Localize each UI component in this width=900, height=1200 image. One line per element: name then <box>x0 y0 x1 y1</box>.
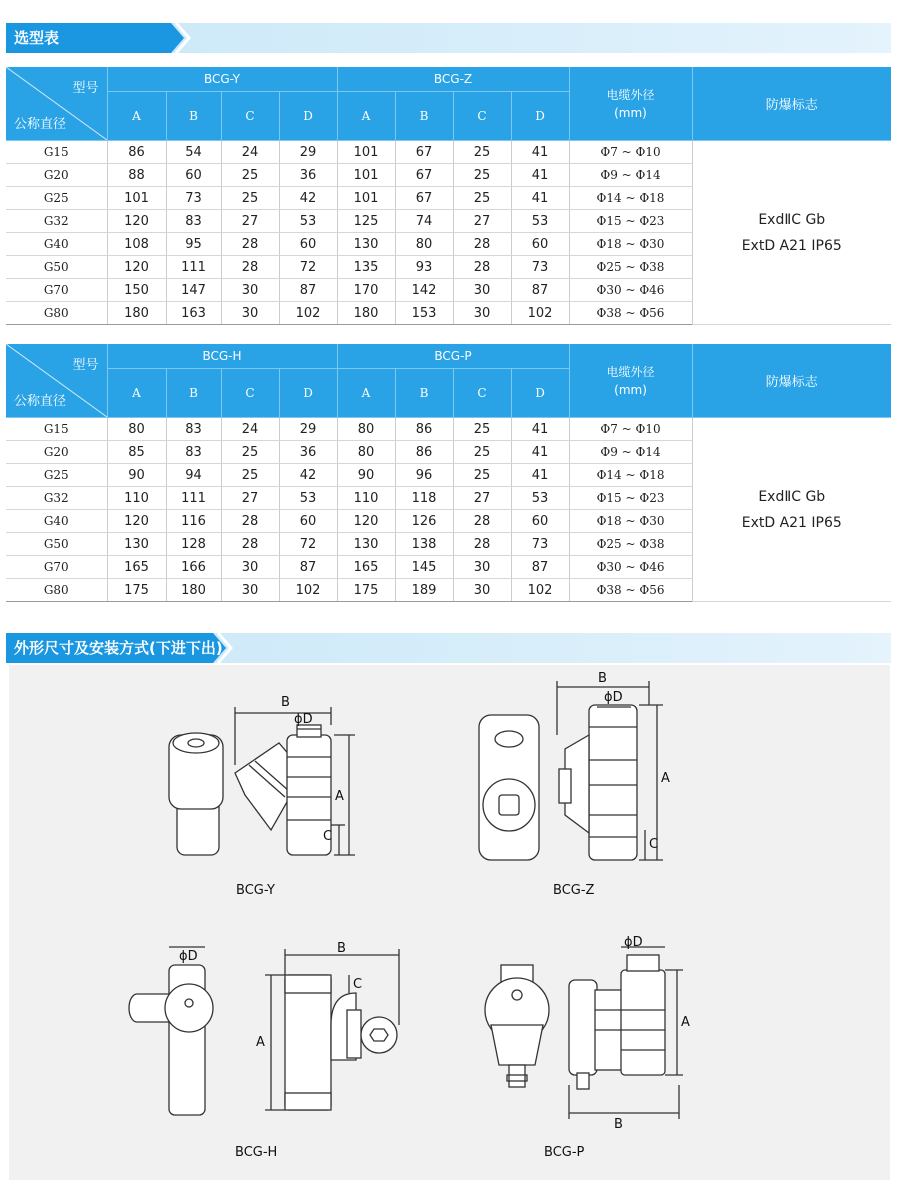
header-cable: 电缆外径 (mm) <box>569 344 692 418</box>
cell-value: 87 <box>511 556 569 579</box>
cell-value: 120 <box>107 510 166 533</box>
cell-value: 53 <box>279 210 337 233</box>
cell-value: 25 <box>453 141 511 164</box>
cell-diameter: G80 <box>6 302 107 325</box>
cell-value: 95 <box>166 233 221 256</box>
cell-value: 28 <box>453 533 511 556</box>
cell-diameter: G80 <box>6 579 107 602</box>
col-c: C <box>453 92 511 141</box>
cell-explosion-mark <box>692 418 891 602</box>
cell-value: 74 <box>395 210 453 233</box>
col-d: D <box>511 369 569 418</box>
drawing-bcg-z <box>479 681 663 860</box>
cell-value: 30 <box>453 279 511 302</box>
cell-value: 128 <box>166 533 221 556</box>
cell-value: 116 <box>166 510 221 533</box>
dim-label-c: C <box>323 829 333 844</box>
col-a: A <box>337 369 395 418</box>
cell-explosion-mark <box>692 141 891 325</box>
cell-value: 27 <box>221 487 279 510</box>
drawing-bcg-p <box>485 947 683 1119</box>
cell-value: 111 <box>166 256 221 279</box>
cell-value: 41 <box>511 164 569 187</box>
cell-value: 28 <box>453 510 511 533</box>
col-b: B <box>395 92 453 141</box>
cell-diameter: G15 <box>6 418 107 441</box>
cell-cable: Φ9 ~ Φ14 <box>569 164 692 187</box>
group-header-bcg-p: BCG-P <box>337 344 569 369</box>
header-diameter: 公称直径 <box>14 117 67 132</box>
selection-table-1 <box>6 67 891 325</box>
header-model: 型号 <box>72 358 99 373</box>
selection-table-2 <box>6 344 891 602</box>
cell-value: 41 <box>511 187 569 210</box>
cell-value: 83 <box>166 441 221 464</box>
cell-value: 87 <box>511 279 569 302</box>
cell-value: 93 <box>395 256 453 279</box>
cell-value: 41 <box>511 464 569 487</box>
cell-value: 87 <box>279 556 337 579</box>
cell-value: 86 <box>395 441 453 464</box>
cell-value: 83 <box>166 210 221 233</box>
dim-label-b: B <box>598 671 607 686</box>
dim-label-c: C <box>649 837 659 852</box>
cell-value: 30 <box>221 279 279 302</box>
cell-value: 120 <box>337 510 395 533</box>
cell-value: 101 <box>337 141 395 164</box>
col-a: A <box>107 369 166 418</box>
cell-value: 29 <box>279 141 337 164</box>
col-b: B <box>395 369 453 418</box>
cell-diameter: G70 <box>6 279 107 302</box>
col-a: A <box>107 92 166 141</box>
cell-value: 30 <box>453 579 511 602</box>
cell-value: 27 <box>453 210 511 233</box>
cell-value: 102 <box>279 302 337 325</box>
table-row <box>6 418 891 441</box>
cell-value: 138 <box>395 533 453 556</box>
cell-value: 60 <box>511 510 569 533</box>
dim-label-b: B <box>337 941 346 956</box>
col-d: D <box>511 92 569 141</box>
table-row <box>6 141 891 164</box>
cell-value: 90 <box>107 464 166 487</box>
cell-diameter: G25 <box>6 464 107 487</box>
drawing-bcg-h <box>129 947 399 1115</box>
cell-value: 72 <box>279 256 337 279</box>
cell-value: 170 <box>337 279 395 302</box>
cell-value: 53 <box>511 487 569 510</box>
cell-value: 83 <box>166 418 221 441</box>
cell-value: 53 <box>511 210 569 233</box>
cell-value: 72 <box>279 533 337 556</box>
cell-diameter: G32 <box>6 210 107 233</box>
cell-value: 189 <box>395 579 453 602</box>
cell-value: 130 <box>107 533 166 556</box>
mark-line-1: ExdⅡC Gb <box>758 211 826 228</box>
cell-value: 101 <box>107 187 166 210</box>
cell-value: 24 <box>221 418 279 441</box>
cell-value: 180 <box>337 302 395 325</box>
drawings-panel <box>9 665 890 1180</box>
cell-value: 28 <box>221 510 279 533</box>
mark-line-1: ExdⅡC Gb <box>758 488 826 505</box>
cell-value: 60 <box>279 510 337 533</box>
cell-value: 28 <box>453 233 511 256</box>
cell-value: 25 <box>453 464 511 487</box>
cell-value: 166 <box>166 556 221 579</box>
cell-diameter: G50 <box>6 256 107 279</box>
cell-value: 80 <box>337 441 395 464</box>
cell-value: 27 <box>453 487 511 510</box>
cell-value: 94 <box>166 464 221 487</box>
cell-value: 60 <box>166 164 221 187</box>
cell-value: 28 <box>221 256 279 279</box>
cell-value: 175 <box>337 579 395 602</box>
cell-cable: Φ18 ~ Φ30 <box>569 233 692 256</box>
cell-value: 101 <box>337 187 395 210</box>
cell-value: 30 <box>221 556 279 579</box>
dim-label-d: ϕD <box>604 690 623 705</box>
dim-label-a: A <box>335 789 344 804</box>
cell-diameter: G50 <box>6 533 107 556</box>
cell-value: 135 <box>337 256 395 279</box>
cell-value: 142 <box>395 279 453 302</box>
cell-value: 175 <box>107 579 166 602</box>
cell-value: 180 <box>166 579 221 602</box>
dim-label-a: A <box>681 1015 690 1030</box>
header-cable: 电缆外径 (mm) <box>569 67 692 141</box>
dim-label-d: ϕD <box>294 712 313 727</box>
dim-label-d: ϕD <box>624 935 643 950</box>
cell-value: 41 <box>511 441 569 464</box>
cell-value: 126 <box>395 510 453 533</box>
cell-diameter: G20 <box>6 441 107 464</box>
cell-value: 96 <box>395 464 453 487</box>
col-b: B <box>166 369 221 418</box>
cell-value: 30 <box>453 556 511 579</box>
cell-diameter: G40 <box>6 510 107 533</box>
cell-diameter: G70 <box>6 556 107 579</box>
cell-value: 41 <box>511 141 569 164</box>
cell-value: 25 <box>453 441 511 464</box>
cell-value: 24 <box>221 141 279 164</box>
cell-value: 54 <box>166 141 221 164</box>
col-c: C <box>221 369 279 418</box>
cell-value: 30 <box>453 302 511 325</box>
section-banner-selection <box>6 23 891 53</box>
cell-value: 30 <box>221 302 279 325</box>
cell-cable: Φ18 ~ Φ30 <box>569 510 692 533</box>
cell-value: 147 <box>166 279 221 302</box>
cell-value: 25 <box>453 418 511 441</box>
col-c: C <box>453 369 511 418</box>
section-title: 外形尺寸及安装方式(下进下出) <box>14 639 223 657</box>
cell-value: 120 <box>107 256 166 279</box>
cell-value: 88 <box>107 164 166 187</box>
cell-value: 67 <box>395 164 453 187</box>
cell-value: 102 <box>279 579 337 602</box>
corner-header <box>6 67 107 141</box>
dim-label-a: A <box>256 1035 265 1050</box>
header-explosion: 防爆标志 <box>692 344 891 418</box>
cell-value: 102 <box>511 579 569 602</box>
cell-value: 67 <box>395 187 453 210</box>
mark-line-2: ExtD A21 IP65 <box>741 237 842 254</box>
col-b: B <box>166 92 221 141</box>
cell-cable: Φ25 ~ Φ38 <box>569 533 692 556</box>
cell-value: 125 <box>337 210 395 233</box>
cell-diameter: G40 <box>6 233 107 256</box>
cell-value: 110 <box>107 487 166 510</box>
cell-cable: Φ15 ~ Φ23 <box>569 487 692 510</box>
header-model: 型号 <box>72 81 99 96</box>
group-header-bcg-y: BCG-Y <box>107 67 337 92</box>
dim-label-b: B <box>281 695 290 710</box>
section-banner-dimensions <box>6 633 891 663</box>
cell-value: 73 <box>511 533 569 556</box>
cell-value: 25 <box>221 164 279 187</box>
cell-cable: Φ38 ~ Φ56 <box>569 302 692 325</box>
caption-bcg-p: BCG-P <box>544 1145 585 1160</box>
caption-bcg-z: BCG-Z <box>553 883 595 898</box>
cell-value: 130 <box>337 533 395 556</box>
cell-cable: Φ7 ~ Φ10 <box>569 418 692 441</box>
cell-cable: Φ25 ~ Φ38 <box>569 256 692 279</box>
cell-value: 110 <box>337 487 395 510</box>
cell-value: 60 <box>279 233 337 256</box>
cell-value: 165 <box>337 556 395 579</box>
cell-cable: Φ15 ~ Φ23 <box>569 210 692 233</box>
cell-value: 108 <box>107 233 166 256</box>
header-explosion: 防爆标志 <box>692 67 891 141</box>
group-header-bcg-h: BCG-H <box>107 344 337 369</box>
cell-cable: Φ30 ~ Φ46 <box>569 279 692 302</box>
cell-value: 28 <box>221 233 279 256</box>
cell-value: 42 <box>279 187 337 210</box>
cell-value: 111 <box>166 487 221 510</box>
cell-value: 25 <box>221 441 279 464</box>
cell-diameter: G32 <box>6 487 107 510</box>
cell-value: 80 <box>107 418 166 441</box>
cell-value: 150 <box>107 279 166 302</box>
corner-header <box>6 344 107 418</box>
cell-value: 25 <box>221 187 279 210</box>
cell-value: 28 <box>453 256 511 279</box>
cell-cable: Φ9 ~ Φ14 <box>569 441 692 464</box>
caption-bcg-h: BCG-H <box>235 1145 278 1160</box>
cell-value: 29 <box>279 418 337 441</box>
mark-line-2: ExtD A21 IP65 <box>741 514 842 531</box>
cell-value: 80 <box>395 233 453 256</box>
cell-value: 25 <box>453 187 511 210</box>
dim-label-d: ϕD <box>179 949 198 964</box>
cell-value: 67 <box>395 141 453 164</box>
cell-cable: Φ30 ~ Φ46 <box>569 556 692 579</box>
cell-value: 163 <box>166 302 221 325</box>
cell-value: 36 <box>279 441 337 464</box>
cell-value: 153 <box>395 302 453 325</box>
cell-diameter: G15 <box>6 141 107 164</box>
header-diameter: 公称直径 <box>14 394 67 409</box>
cell-value: 36 <box>279 164 337 187</box>
cell-value: 90 <box>337 464 395 487</box>
cell-value: 118 <box>395 487 453 510</box>
cell-value: 85 <box>107 441 166 464</box>
cell-diameter: G25 <box>6 187 107 210</box>
cell-value: 120 <box>107 210 166 233</box>
cell-value: 41 <box>511 418 569 441</box>
cell-value: 86 <box>395 418 453 441</box>
cell-value: 165 <box>107 556 166 579</box>
col-d: D <box>279 92 337 141</box>
caption-bcg-y: BCG-Y <box>236 883 275 898</box>
group-header-bcg-z: BCG-Z <box>337 67 569 92</box>
cell-value: 30 <box>221 579 279 602</box>
section-title: 选型表 <box>14 29 60 47</box>
cell-cable: Φ38 ~ Φ56 <box>569 579 692 602</box>
cell-value: 28 <box>221 533 279 556</box>
cell-value: 25 <box>453 164 511 187</box>
dim-label-c: C <box>353 977 363 992</box>
cell-value: 42 <box>279 464 337 487</box>
cell-value: 73 <box>511 256 569 279</box>
col-c: C <box>221 92 279 141</box>
cell-value: 25 <box>221 464 279 487</box>
cell-value: 73 <box>166 187 221 210</box>
cell-value: 180 <box>107 302 166 325</box>
cell-value: 80 <box>337 418 395 441</box>
cell-value: 53 <box>279 487 337 510</box>
cell-value: 60 <box>511 233 569 256</box>
cell-diameter: G20 <box>6 164 107 187</box>
cell-value: 145 <box>395 556 453 579</box>
col-d: D <box>279 369 337 418</box>
cell-value: 130 <box>337 233 395 256</box>
cell-value: 102 <box>511 302 569 325</box>
cell-cable: Φ14 ~ Φ18 <box>569 464 692 487</box>
cell-value: 27 <box>221 210 279 233</box>
cell-cable: Φ14 ~ Φ18 <box>569 187 692 210</box>
cell-cable: Φ7 ~ Φ10 <box>569 141 692 164</box>
dim-label-b: B <box>614 1117 623 1132</box>
cell-value: 86 <box>107 141 166 164</box>
dim-label-a: A <box>661 771 670 786</box>
cell-value: 101 <box>337 164 395 187</box>
col-a: A <box>337 92 395 141</box>
cell-value: 87 <box>279 279 337 302</box>
